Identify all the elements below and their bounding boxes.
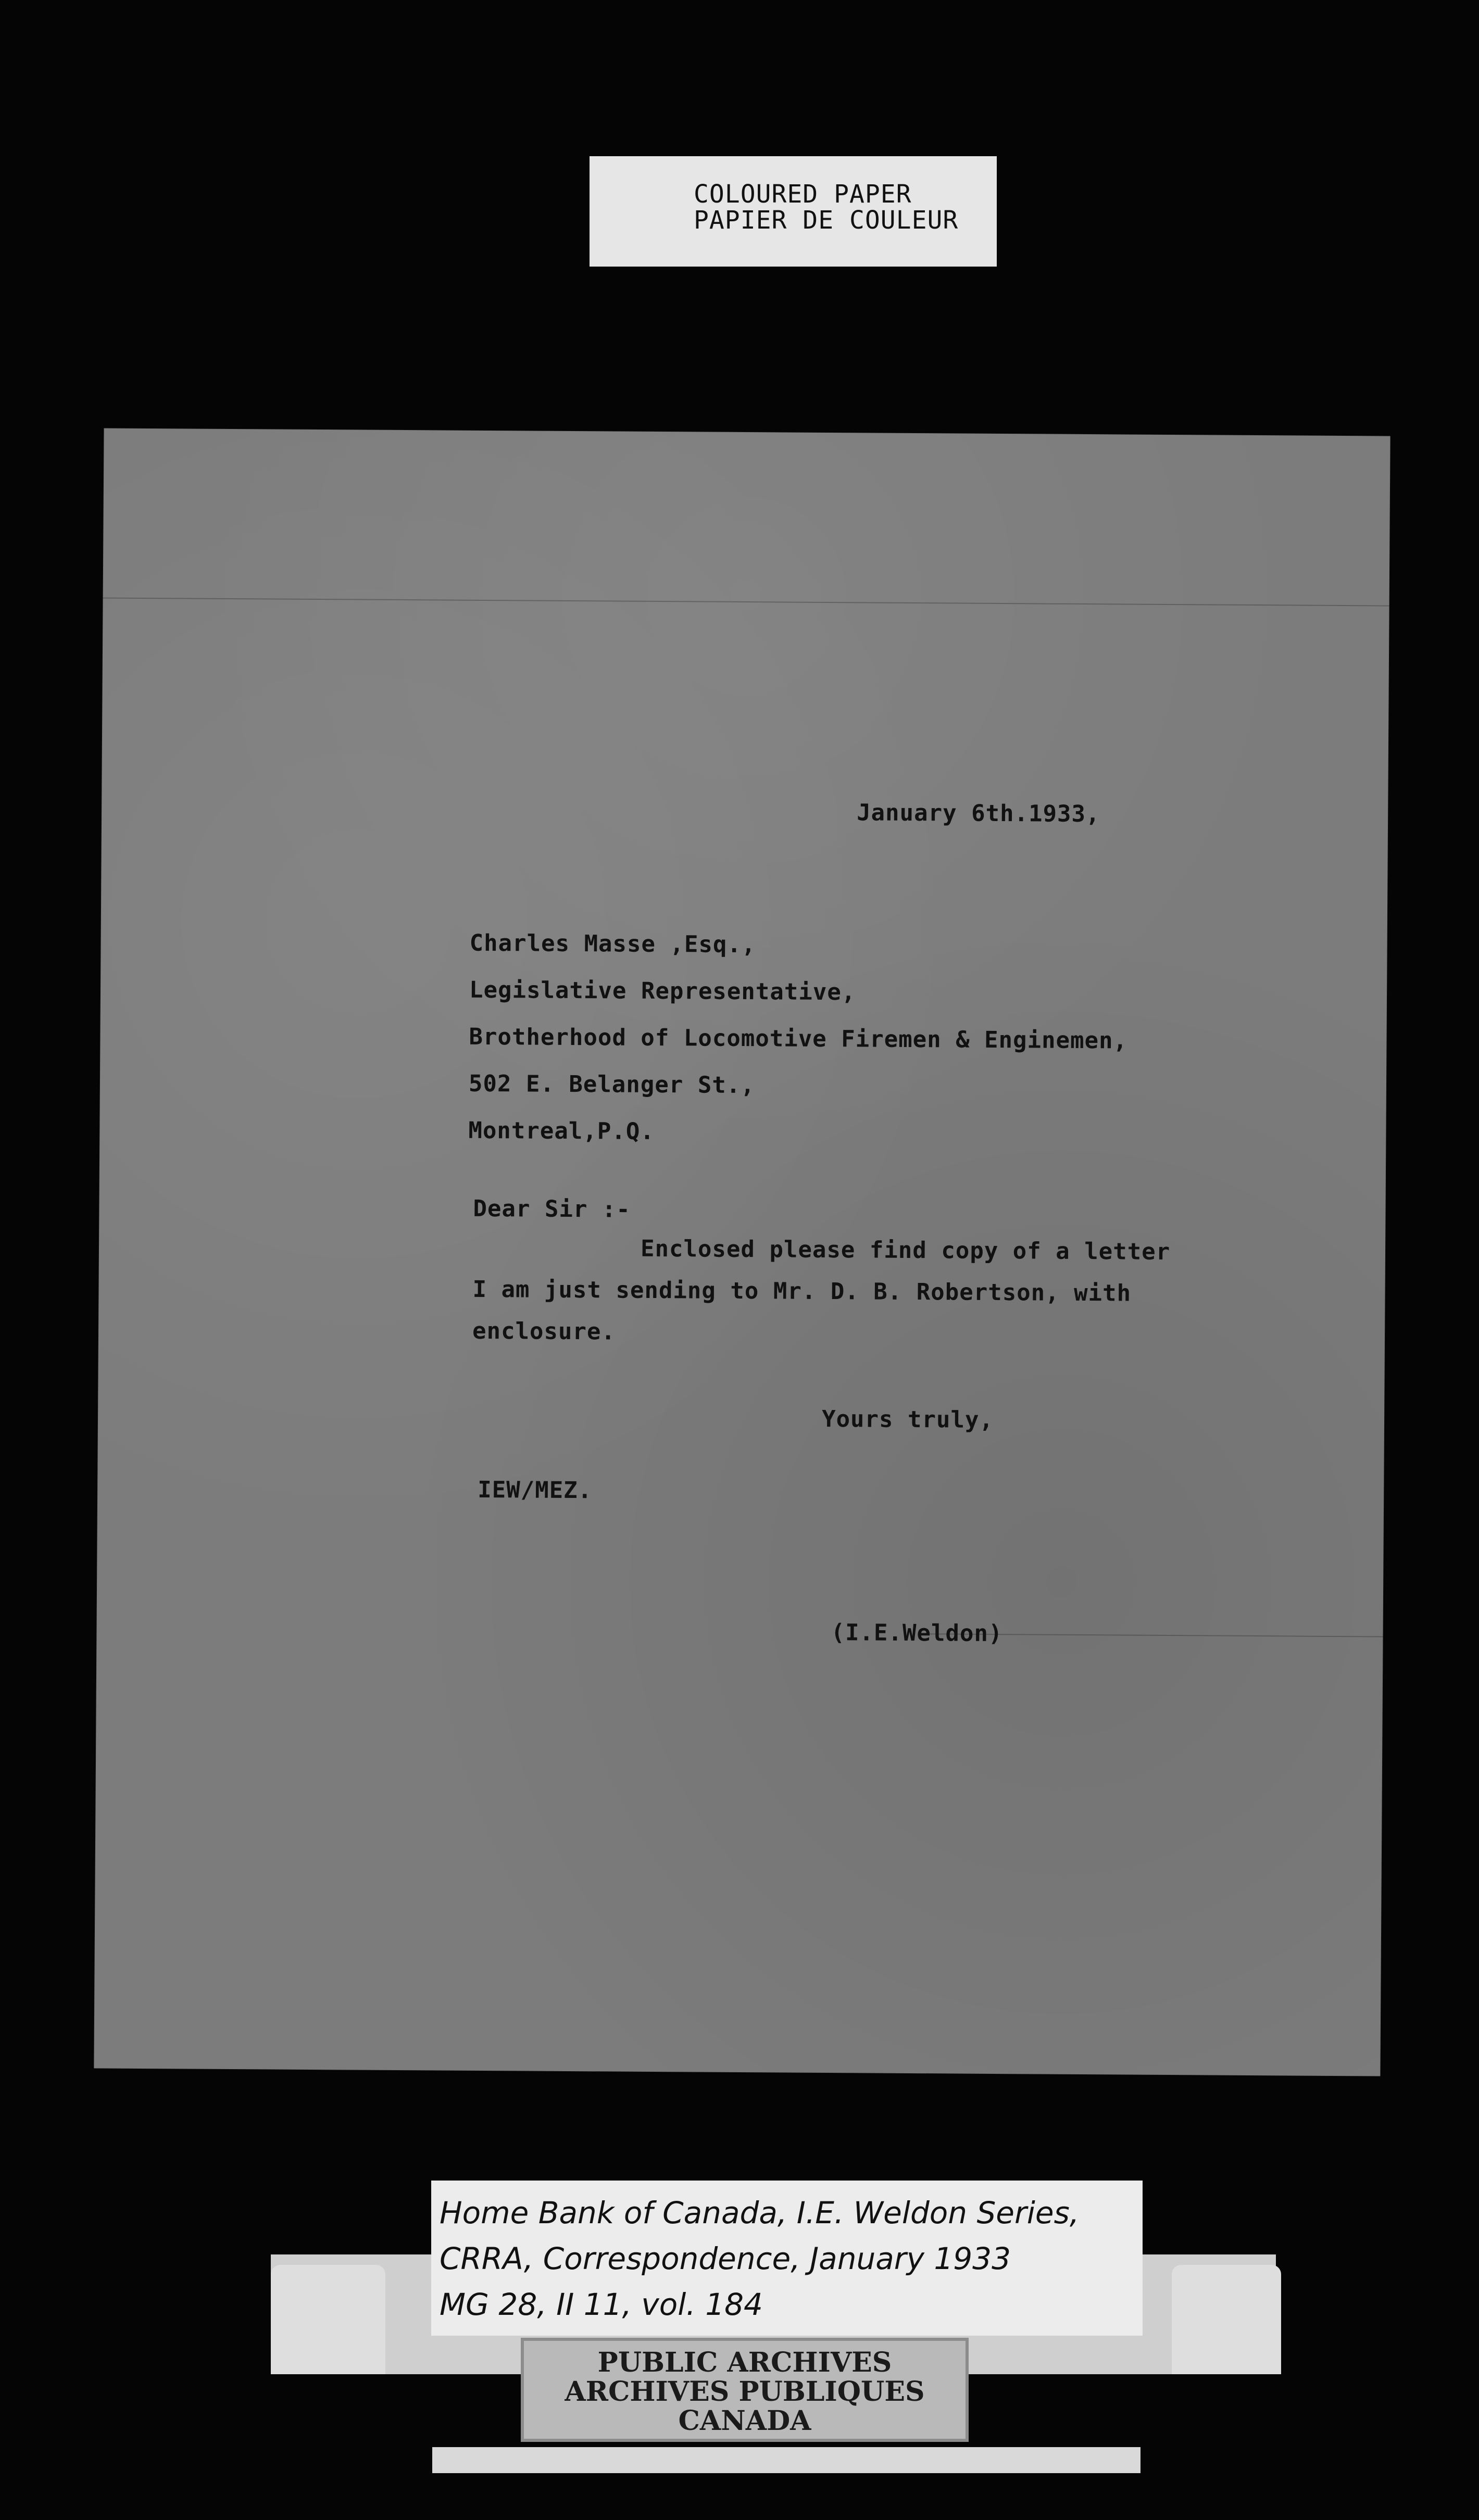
public-archives-stamp [521, 2338, 969, 2442]
archive-mount-tab [271, 2265, 385, 2374]
body-line: Enclosed please find copy of a letter [640, 1235, 1171, 1266]
letter-date: January 6th.1933, [857, 799, 1100, 828]
archive-mount-strip [432, 2447, 1140, 2473]
coloured-paper-label [590, 156, 997, 267]
stamp-line-country: CANADA [678, 2405, 811, 2437]
recipient-organization: Brotherhood of Locomotive Firemen & Enginemen, [469, 1023, 1128, 1054]
reference-line: CRRA, Correspondence, January 1933 [440, 2241, 1011, 2276]
signature-block: (I.E.Weldon) [831, 1619, 1003, 1647]
stamp-line-french: ARCHIVES PUBLIQUES [565, 2376, 925, 2408]
recipient-name: Charles Masse ,Esq., [469, 929, 756, 959]
archive-reference-card [431, 2181, 1143, 2336]
stamp-line-english: PUBLIC ARCHIVES [597, 2347, 892, 2378]
body-line: I am just sending to Mr. D. B. Robertson, with [472, 1276, 1132, 1307]
body-line: enclosure. [472, 1317, 616, 1345]
ruled-line [103, 597, 1389, 606]
recipient-city: Montreal,P.Q. [468, 1117, 655, 1145]
label-line-french: PAPIER DE COULEUR [694, 206, 959, 235]
closing: Yours truly, [821, 1405, 994, 1433]
recipient-street: 502 E. Belanger St., [468, 1070, 755, 1099]
reference-line: Home Bank of Canada, I.E. Weldon Series, [440, 2195, 1080, 2231]
recipient-title: Legislative Representative, [469, 976, 856, 1006]
reference-line: MG 28, II 11, vol. 184 [440, 2287, 763, 2322]
salutation: Dear Sir :- [473, 1195, 631, 1223]
typist-initials: IEW/MEZ. [478, 1476, 593, 1504]
letter-page [94, 428, 1390, 2076]
label-line-english: COLOURED PAPER [694, 180, 912, 209]
archive-mount-tab [1172, 2265, 1281, 2374]
